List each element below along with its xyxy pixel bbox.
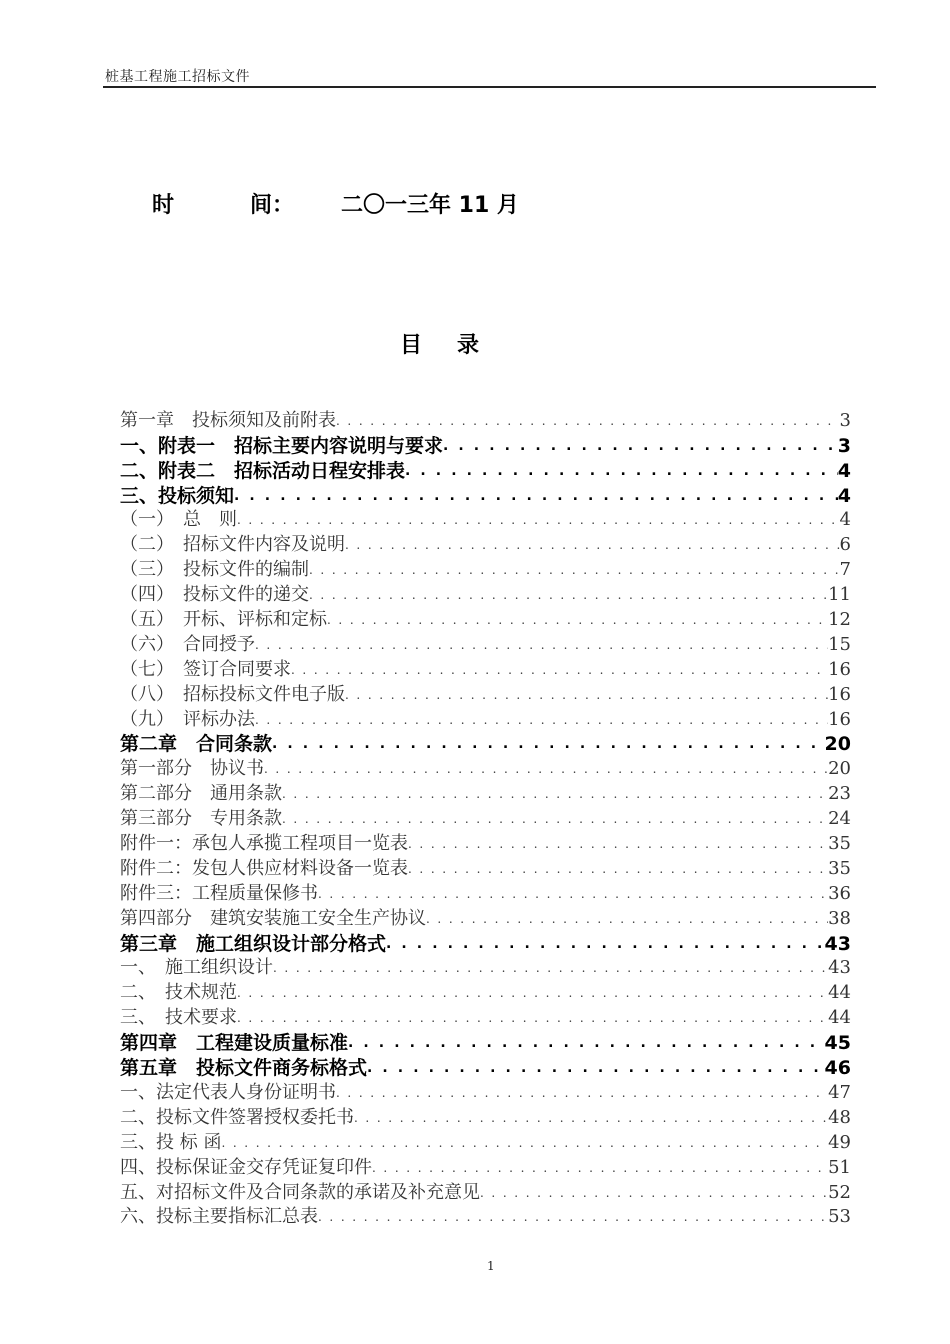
toc-entry-label: （四） 投标文件的递交 <box>120 584 309 606</box>
toc-entry-label: 第一章 投标须知及前附表 <box>120 409 336 431</box>
toc-leader-dots <box>408 857 828 880</box>
toc-entry-page: 3 <box>839 409 851 431</box>
toc-leader-dots <box>426 907 828 930</box>
toc-leader-dots <box>480 1181 828 1204</box>
toc-entry[interactable] <box>120 1079 851 1104</box>
toc-leader-dots <box>345 533 840 556</box>
toc-leader-dots <box>443 433 838 457</box>
toc-entry[interactable] <box>120 482 851 507</box>
toc-entry-label: 第三章 施工组织设计部分格式 <box>120 932 387 955</box>
toc-entry-label: 附件三：工程质量保修书 <box>120 882 318 904</box>
toc-entry[interactable] <box>120 407 851 432</box>
toc-entry-label: （八） 招标投标文件电子版 <box>120 683 345 705</box>
toc-entry[interactable] <box>120 606 851 631</box>
toc-entry-page: 47 <box>828 1081 851 1103</box>
toc-entry-page: 35 <box>828 833 851 855</box>
toc-entry[interactable] <box>120 955 851 980</box>
toc-leader-dots <box>309 583 828 606</box>
toc-entry-label: 二、投标文件签署授权委托书 <box>120 1106 354 1128</box>
toc-entry-label: 第二部分 通用条款 <box>120 783 282 805</box>
toc-entry-page: 45 <box>824 1032 851 1055</box>
toc-entry-page: 7 <box>839 559 851 581</box>
toc-entry-page: 44 <box>828 1007 851 1029</box>
toc-entry-label: 第三部分 专用条款 <box>120 808 282 830</box>
toc-entry[interactable] <box>120 880 851 905</box>
toc-leader-dots <box>237 981 828 1004</box>
toc-entry[interactable] <box>120 556 851 581</box>
toc-entry[interactable] <box>120 780 851 805</box>
toc-entry-page: 6 <box>839 534 851 556</box>
toc-leader-dots <box>408 832 828 855</box>
toc-entry-page: 43 <box>824 932 851 955</box>
toc-leader-dots <box>348 1030 825 1054</box>
toc-entry-label: 六、投标主要指标汇总表 <box>120 1206 318 1228</box>
toc-leader-dots <box>221 1131 828 1154</box>
toc-entry-label: （二） 招标文件内容及说明 <box>120 534 345 556</box>
date-label-char-2: 间： <box>250 193 295 218</box>
date-label-char-1: 时 <box>152 193 175 218</box>
toc-entry-page: 24 <box>828 808 851 830</box>
toc-leader-dots <box>234 483 838 507</box>
toc-leader-dots <box>282 782 828 805</box>
toc-leader-dots <box>354 1106 828 1129</box>
toc-leader-dots <box>255 708 828 731</box>
toc-leader-dots <box>386 931 825 955</box>
toc-entry-page: 4 <box>839 509 851 531</box>
toc-leader-dots <box>327 608 828 631</box>
toc-entry-page: 20 <box>828 758 851 780</box>
toc-entry-page: 53 <box>828 1206 851 1228</box>
toc-entry-page: 4 <box>837 484 851 507</box>
toc-entry-page: 51 <box>828 1156 851 1178</box>
toc-leader-dots <box>309 558 840 581</box>
toc-entry[interactable] <box>120 706 851 731</box>
toc-leader-dots <box>336 1081 828 1104</box>
toc-entry-page: 46 <box>824 1057 851 1080</box>
toc-entry[interactable] <box>120 979 851 1004</box>
page-number: 1 <box>487 1259 495 1273</box>
toc-entry-label: （六） 合同授予 <box>120 633 255 655</box>
toc-leader-dots <box>291 658 828 681</box>
toc-title-char-2: 录 <box>457 333 480 358</box>
toc-entry-page: 16 <box>828 683 851 705</box>
toc-entry-label: 一、 施工组织设计 <box>120 957 273 979</box>
toc-leader-dots <box>318 1205 828 1228</box>
toc-leader-dots <box>282 807 828 830</box>
toc-entry[interactable] <box>120 1004 851 1029</box>
toc-entry[interactable] <box>120 755 851 780</box>
toc-entry-page: 20 <box>824 733 851 756</box>
toc-leader-dots <box>367 1055 825 1079</box>
toc-leader-dots <box>273 956 828 979</box>
toc-entry-page: 52 <box>828 1181 851 1203</box>
toc-entry[interactable] <box>120 581 851 606</box>
toc-entry-label: 四、投标保证金交存凭证复印件 <box>120 1156 372 1178</box>
toc-entry[interactable] <box>120 1029 851 1054</box>
toc-leader-dots <box>272 731 825 755</box>
toc-entry-label: （九） 评标办法 <box>120 708 255 730</box>
toc-leader-dots <box>372 1156 828 1179</box>
toc-entry-label: 一、法定代表人身份证明书 <box>120 1081 336 1103</box>
header-title: 桩基工程施工招标文件 <box>105 69 250 85</box>
toc-entry[interactable] <box>120 656 851 681</box>
toc-entry-page: 48 <box>828 1106 851 1128</box>
toc-entry-label: （一） 总 则 <box>120 509 237 531</box>
toc-leader-dots <box>237 1006 828 1029</box>
toc-entry-label: 第四章 工程建设质量标准 <box>120 1032 349 1055</box>
table-of-contents <box>120 407 851 1228</box>
toc-entry-label: 二、 技术规范 <box>120 982 237 1004</box>
toc-entry-page: 3 <box>837 434 851 457</box>
toc-entry-page: 23 <box>828 783 851 805</box>
toc-entry-page: 35 <box>828 857 851 879</box>
toc-entry[interactable] <box>120 805 851 830</box>
toc-entry[interactable] <box>120 731 851 756</box>
toc-entry-page: 15 <box>828 633 851 655</box>
toc-entry-label: 附件二：发包人供应材料设备一览表 <box>120 857 408 879</box>
toc-title-char-1: 目 <box>400 333 423 358</box>
toc-entry-label: 附件一：承包人承揽工程项目一览表 <box>120 833 408 855</box>
toc-entry[interactable] <box>120 457 851 482</box>
toc-entry-page: 4 <box>837 459 851 482</box>
toc-entry-label: 三、投 标 函 <box>120 1131 222 1153</box>
toc-entry[interactable] <box>120 1054 851 1079</box>
toc-entry-label: （七） 签订合同要求 <box>120 658 291 680</box>
toc-entry-page: 38 <box>828 907 851 929</box>
toc-leader-dots <box>264 757 828 780</box>
toc-entry[interactable] <box>120 681 851 706</box>
toc-entry[interactable] <box>120 905 851 930</box>
header-divider <box>103 86 876 88</box>
toc-entry[interactable] <box>120 1179 851 1204</box>
toc-entry-page: 43 <box>828 957 851 979</box>
toc-entry-label: 三、投标须知 <box>120 484 235 507</box>
toc-leader-dots <box>255 633 828 656</box>
toc-leader-dots <box>345 683 828 706</box>
toc-leader-dots <box>405 458 838 482</box>
toc-entry[interactable] <box>120 1129 851 1154</box>
toc-entry[interactable] <box>120 830 851 855</box>
toc-entry[interactable] <box>120 855 851 880</box>
toc-entry[interactable] <box>120 631 851 656</box>
toc-entry-label: （五） 开标、评标和定标 <box>120 609 327 631</box>
toc-entry[interactable] <box>120 531 851 556</box>
toc-entry-label: （三） 投标文件的编制 <box>120 559 309 581</box>
toc-entry-page: 49 <box>828 1131 851 1153</box>
toc-entry-label: 二、附表二 招标活动日程安排表 <box>120 459 406 482</box>
toc-leader-dots <box>336 409 840 432</box>
toc-entry-label: 第一部分 协议书 <box>120 758 264 780</box>
toc-entry-page: 16 <box>828 658 851 680</box>
toc-entry-page: 11 <box>828 584 851 606</box>
toc-leader-dots <box>237 508 840 531</box>
toc-entry-page: 16 <box>828 708 851 730</box>
toc-entry-label: 一、附表一 招标主要内容说明与要求 <box>120 434 444 457</box>
toc-leader-dots <box>318 882 828 905</box>
toc-entry-page: 44 <box>828 982 851 1004</box>
toc-entry[interactable] <box>120 930 851 955</box>
toc-entry-label: 第五章 投标文件商务标格式 <box>120 1057 368 1080</box>
toc-entry-label: 三、 技术要求 <box>120 1007 237 1029</box>
toc-entry[interactable] <box>120 1104 851 1129</box>
toc-entry-label: 第四部分 建筑安装施工安全生产协议 <box>120 907 426 929</box>
toc-entry[interactable] <box>120 507 851 532</box>
toc-entry[interactable] <box>120 1154 851 1179</box>
toc-entry-page: 12 <box>828 609 851 631</box>
toc-entry-label: 五、对招标文件及合同条款的承诺及补充意见 <box>120 1181 480 1203</box>
toc-entry[interactable] <box>120 1204 851 1229</box>
date-value: 二〇一三年 11 月 <box>341 193 519 218</box>
toc-entry-label: 第二章 合同条款 <box>120 733 273 756</box>
toc-entry[interactable] <box>120 432 851 457</box>
toc-entry-page: 36 <box>828 882 851 904</box>
